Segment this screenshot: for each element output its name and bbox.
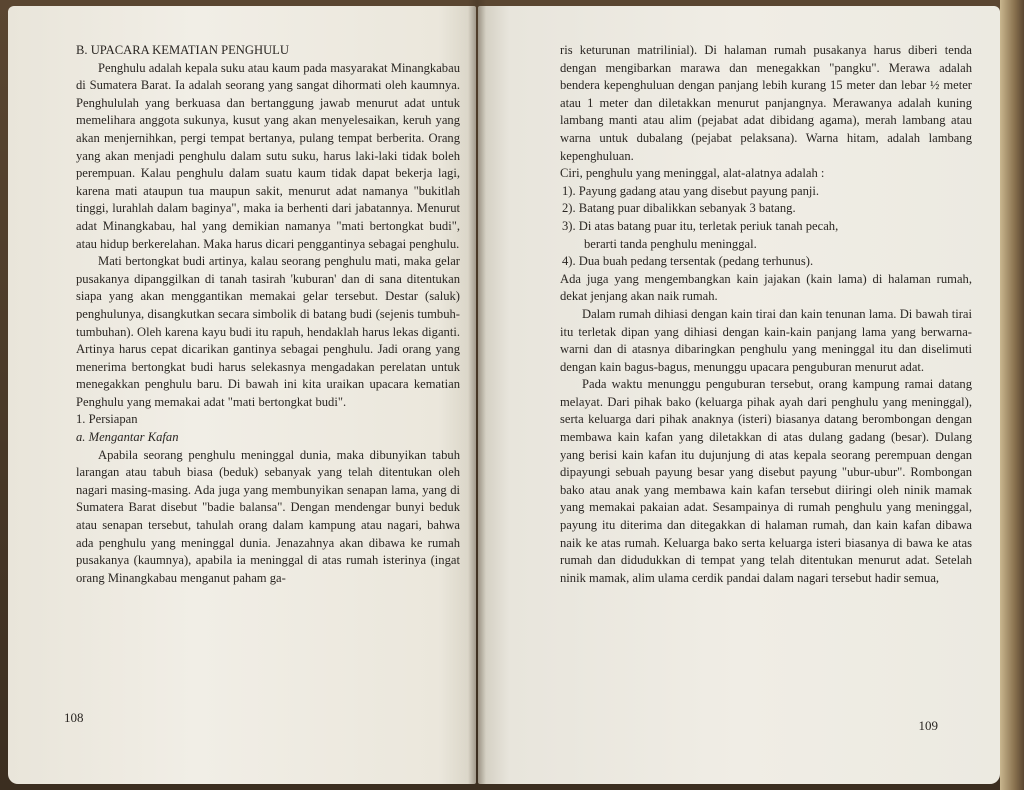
left-paragraph-3: Apabila seorang penghulu meninggal dunia, maka dibunyikan tabuh larangan atau tabuh biasa (beduk) sebanyak yang telah ditentukan oleh nagari masing-masing. Ada juga yang membunyikan senapan lama, yang di Sumatera Barat disebut "badie balansa". Dengan mendengar bunyi beduk atau senapan tersebut, tahulah orang dalam kampung atau nagari, bahwa ada penghulu yang meninggal dunia. Jenazahnya akan dibawa ke rumah pusakanya (kaumnya), apabila ia meninggal di atas rumah isterinya (ingat orang Minangkabau menganut paham ga- <box>76 447 460 585</box>
left-paragraph-1: Penghulu adalah kepala suku atau kaum pada masyarakat Minangkabau di Sumatera Barat. Ia adalah seorang yang sangat dihormati oleh kaumnya. Penghululah yang berkuasa dan bertanggung jawab menurut adat untuk memelihara anggota sukunya, kusut yang akan menyelesaikan, keruh yang akan menjernihkan, pergi tempat bertanya, pulang tempat berberita. Orang yang akan menjadi penghulu dalam sutu suku, harus laki-laki tidak boleh perempuan. Kalau penghulu dalam suatu kaum tidak dapat bekerja lagi, karena mati ataupun tua maupun sakit, menurut adat namanya "bukitlah tinggi, lurahlah dalam baginya", maka ia berhenti dari jabatannya. Menurut adat Minangkabau, hal yang demikian namanya "mati bertongkat budi", atau hidup berkerelahan. Maka harus dicari penggantinya sebagai penghulu. <box>76 60 460 251</box>
page-number-left: 108 <box>64 710 84 725</box>
list-item-3: 3). Di atas batang puar itu, terletak periuk tanah pecah, <box>562 218 839 233</box>
right-paragraph-4: Pada waktu menunggu penguburan tersebut, orang kampung ramai datang melayat. Dari pihak bako (keluarga pihak ayah dari penghulu yang meninggal), serta keluarga dari pihak anaknya (isteri) biasanya datang berombongan dengan membawa kain kafan yang diletakkan di atas dulang gadang (besar). Dulang yang berisi kain kafan itu dujunjung di atas kepala seorang perempuan dengan dipayungi sebuah payung besar yang disebut payung "ubur-ubur". Rombongan bako atau anak yang membawa kain kafan tersebut diiringi oleh ninik mamak yang memakai pakaian adat. Sesampainya di rumah penghulu yang meninggal, payung itu diterima dan ditegakkan di halaman rumah, dan kain kafan dibawa naik ke atas rumah. Keluarga bako serta keluarga isteri biasanya di bawa ke atas rumah dan didudukkan di tempat yang telah ditentukan menurut adat. Setelah ninik mamak, alim ulama cerdik pandai dalam nagari tersebut hadir semua, <box>560 377 972 585</box>
heading-mengantar-kafan: a. Mengantar Kafan <box>76 430 179 445</box>
book-gutter-shadow <box>468 0 486 790</box>
left-paragraph-2: Mati bertongkat budi artinya, kalau seorang penghulu mati, maka gelar pusakanya dipanggilkan di tanah tasirah 'kuburan' dan di sana ditentukan siapa yang akan menggantikan memakai gelar tersebut. Destar (saluk) penghulunya, disangkutkan secara simbolik di batang budi (sejenis tumbuh-tumbuhan). Oleh karena kayu budi itu rapuh, hendaklah harus lekas diganti. Artinya harus cepat dicarikan gantinya sebagai penghulu. Jadi orang yang menerima bertongkat budi harus selekasnya mengadakan perelatan untuk menegakkan penghulu baru. Di bawah ini kita uraikan upacara kematian Penghulu yang memakai adat "mati bertongkat budi". <box>76 254 460 409</box>
left-page-text-column <box>76 42 460 587</box>
book-page-edges <box>1000 0 1024 790</box>
list-item-1: 1). Payung gadang atau yang disebut payung panji. <box>562 183 820 198</box>
section-title: B. UPACARA KEMATIAN PENGHULU <box>76 43 289 57</box>
list-item-4: 4). Dua buah pedang tersentak (pedang terhunus). <box>562 254 814 269</box>
list-intro: Ciri, penghulu yang meninggal, alat-alatnya adalah : <box>560 166 825 181</box>
list-item-3-continued: berarti tanda penghulu meninggal. <box>584 236 757 251</box>
page-number-right: 109 <box>918 718 938 733</box>
list-item-2: 2). Batang puar dibalikkan sebanyak 3 batang. <box>562 201 796 216</box>
left-page <box>8 6 476 784</box>
right-paragraph-2: Ada juga yang mengembangkan kain jajakan (kain lama) di halaman rumah, dekat jenjang akan naik rumah. <box>560 271 972 304</box>
right-page-text-column <box>560 42 972 587</box>
right-page <box>478 6 1000 784</box>
right-paragraph-1: ris keturunan matrilinial). Di halaman rumah pusakanya harus diberi tenda dengan mengibarkan marawa dan menegakkan "pangku". Merawa adalah bendera kepenghuluan dengan panjang lebih kurang 15 meter dan lebar ½ meter atau 1 meter dan diletakkan menurut panjangnya. Merawanya adalah kuning lambang manti atau alim (pejabat adat dibidang agama), merah lambang atau warna untuk dubalang (pejabat pelaksana). Warna hitam, adalah lambang kepenghuluan. <box>560 43 972 163</box>
heading-persiapan: 1. Persiapan <box>76 412 138 427</box>
right-paragraph-3: Dalam rumah dihiasi dengan kain tirai dan kain tenunan lama. Di bawah tirai itu terletak dipan yang dihiasi dengan kain-kain panjang lama yang berwarna-warni dan di atasnya dibaringkan penghulu yang meninggal itu dan diselimuti dengan kain bagus-bagus, menunggu upacara penguburan menurut adat. <box>560 306 972 374</box>
